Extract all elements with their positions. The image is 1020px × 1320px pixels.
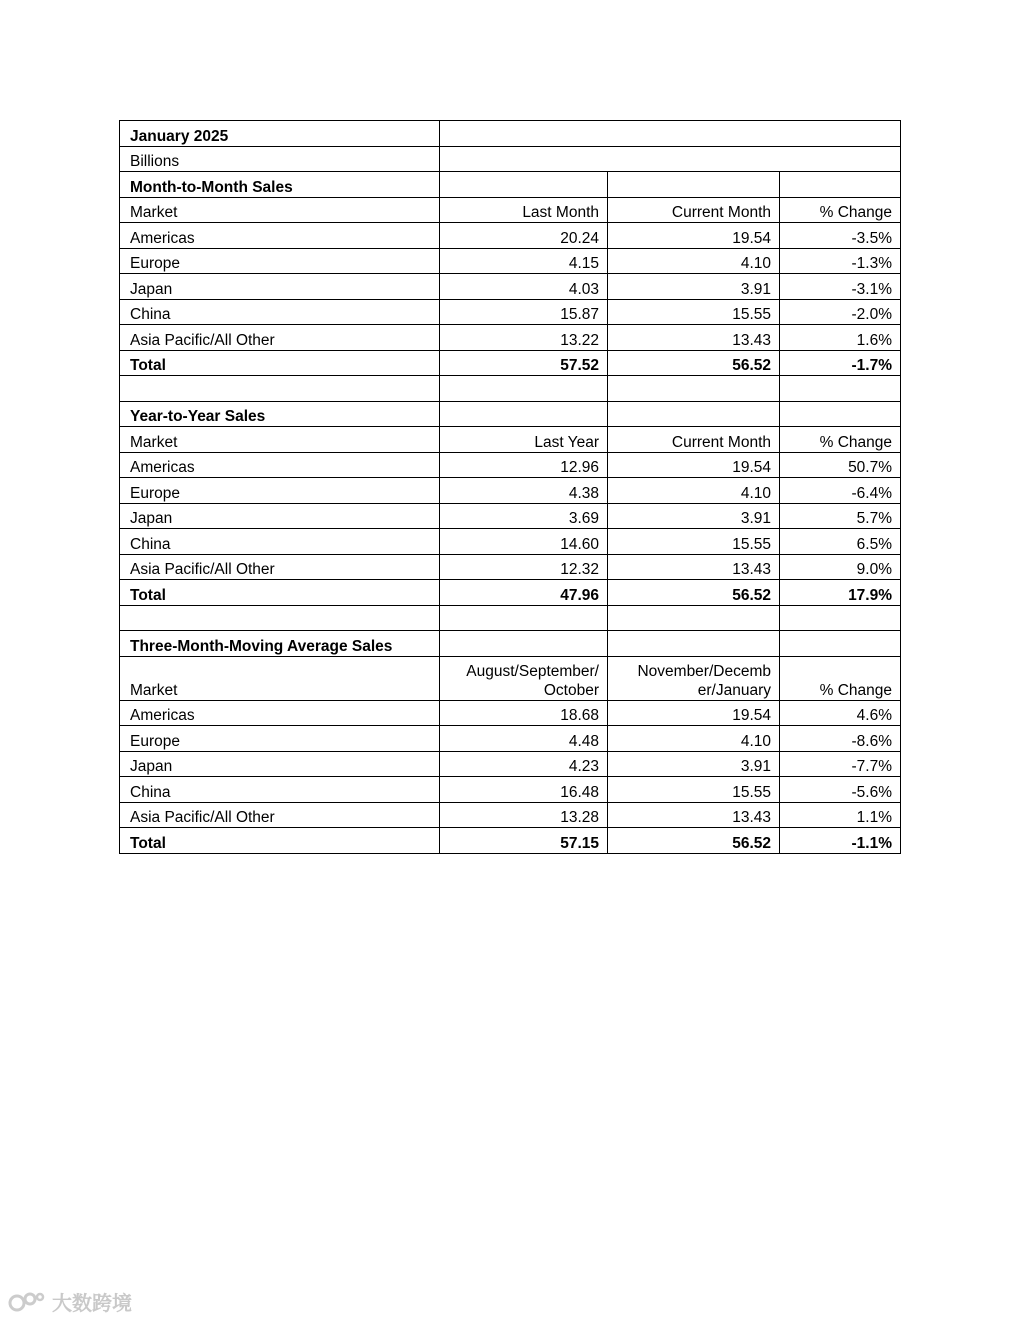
- total-value: 56.52: [608, 350, 780, 376]
- change-cell: 9.0%: [780, 554, 901, 580]
- value-cell: 15.55: [608, 529, 780, 555]
- market-cell: Asia Pacific/All Other: [120, 325, 440, 351]
- market-cell: Japan: [120, 503, 440, 529]
- total-label: Total: [120, 580, 440, 606]
- value-cell: 3.69: [440, 503, 608, 529]
- total-change: -1.1%: [780, 828, 901, 854]
- total-row: [120, 350, 901, 376]
- column-header: Current Month: [608, 427, 780, 453]
- value-cell: 4.48: [440, 726, 608, 752]
- table-row: [120, 248, 901, 274]
- total-value: 56.52: [608, 580, 780, 606]
- section-title-row: [120, 631, 901, 657]
- sales-table: [119, 120, 901, 854]
- value-cell: 18.68: [440, 700, 608, 726]
- market-cell: China: [120, 529, 440, 555]
- value-cell: 4.15: [440, 248, 608, 274]
- change-cell: 5.7%: [780, 503, 901, 529]
- column-header: Last Month: [440, 197, 608, 223]
- change-cell: -1.3%: [780, 248, 901, 274]
- column-header-row: [120, 197, 901, 223]
- total-value: 57.52: [440, 350, 608, 376]
- value-cell: 14.60: [440, 529, 608, 555]
- value-cell: 12.96: [440, 452, 608, 478]
- total-row: [120, 828, 901, 854]
- value-cell: 12.32: [440, 554, 608, 580]
- table-row: [120, 325, 901, 351]
- table-row: [120, 529, 901, 555]
- change-cell: 4.6%: [780, 700, 901, 726]
- value-cell: 13.22: [440, 325, 608, 351]
- value-cell: 3.91: [608, 503, 780, 529]
- market-cell: Europe: [120, 248, 440, 274]
- change-cell: -8.6%: [780, 726, 901, 752]
- spacer-row: [120, 376, 901, 402]
- table-row: [120, 299, 901, 325]
- market-cell: Asia Pacific/All Other: [120, 802, 440, 828]
- value-cell: 15.55: [608, 777, 780, 803]
- column-header-line: November/Decemb: [637, 662, 771, 680]
- value-cell: 20.24: [440, 223, 608, 249]
- column-header-line: August/September/: [466, 662, 599, 680]
- change-cell: 6.5%: [780, 529, 901, 555]
- column-header-row: [120, 656, 901, 700]
- market-cell: Japan: [120, 274, 440, 300]
- column-header-row: [120, 427, 901, 453]
- total-change: 17.9%: [780, 580, 901, 606]
- column-header-line: October: [543, 681, 599, 699]
- total-label: Total: [120, 350, 440, 376]
- value-cell: 4.23: [440, 751, 608, 777]
- section-title-year-to-year: Year-to-Year Sales: [120, 401, 440, 427]
- total-row: [120, 580, 901, 606]
- brand-logo-icon: [8, 1289, 48, 1315]
- change-cell: -5.6%: [780, 777, 901, 803]
- table-row: [120, 700, 901, 726]
- market-cell: Europe: [120, 478, 440, 504]
- value-cell: 3.91: [608, 751, 780, 777]
- market-cell: China: [120, 299, 440, 325]
- unit-label: Billions: [120, 146, 440, 172]
- value-cell: 15.55: [608, 299, 780, 325]
- change-cell: -3.1%: [780, 274, 901, 300]
- table-row: [120, 274, 901, 300]
- value-cell: 4.10: [608, 726, 780, 752]
- watermark-text: 大数跨境: [52, 1291, 132, 1315]
- market-cell: Americas: [120, 700, 440, 726]
- total-value: 57.15: [440, 828, 608, 854]
- value-cell: 13.43: [608, 554, 780, 580]
- total-value: 47.96: [440, 580, 608, 606]
- column-header: Last Year: [440, 427, 608, 453]
- empty-cell: [440, 146, 901, 172]
- unit-row: [120, 146, 901, 172]
- change-cell: -7.7%: [780, 751, 901, 777]
- period-label: January 2025: [120, 121, 440, 147]
- value-cell: 13.28: [440, 802, 608, 828]
- value-cell: 13.43: [608, 802, 780, 828]
- section-title-month-to-month: Month-to-Month Sales: [120, 172, 440, 198]
- column-header-line: er/January: [697, 681, 771, 699]
- table-row: [120, 452, 901, 478]
- market-cell: Americas: [120, 452, 440, 478]
- market-cell: Asia Pacific/All Other: [120, 554, 440, 580]
- table-row: [120, 777, 901, 803]
- total-value: 56.52: [608, 828, 780, 854]
- column-header: Current Month: [608, 197, 780, 223]
- table-row: [120, 802, 901, 828]
- value-cell: 3.91: [608, 274, 780, 300]
- column-header: [440, 656, 608, 700]
- change-cell: -6.4%: [780, 478, 901, 504]
- market-cell: Europe: [120, 726, 440, 752]
- value-cell: 19.54: [608, 223, 780, 249]
- value-cell: 4.10: [608, 248, 780, 274]
- change-cell: 1.1%: [780, 802, 901, 828]
- value-cell: 16.48: [440, 777, 608, 803]
- value-cell: 13.43: [608, 325, 780, 351]
- column-header: Market: [120, 197, 440, 223]
- table-row: [120, 554, 901, 580]
- table-row: [120, 503, 901, 529]
- table-row: [120, 478, 901, 504]
- section-title-row: [120, 401, 901, 427]
- change-cell: -3.5%: [780, 223, 901, 249]
- spacer-row: [120, 605, 901, 631]
- column-header: % Change: [780, 197, 901, 223]
- empty-cell: [440, 121, 901, 147]
- value-cell: 4.03: [440, 274, 608, 300]
- section-title-row: [120, 172, 901, 198]
- table-row: [120, 751, 901, 777]
- value-cell: 15.87: [440, 299, 608, 325]
- section-title-three-month: Three-Month-Moving Average Sales: [120, 631, 440, 657]
- total-label: Total: [120, 828, 440, 854]
- value-cell: 19.54: [608, 700, 780, 726]
- change-cell: 50.7%: [780, 452, 901, 478]
- column-header: Market: [120, 656, 440, 700]
- table-row: [120, 223, 901, 249]
- change-cell: -2.0%: [780, 299, 901, 325]
- total-change: -1.7%: [780, 350, 901, 376]
- market-cell: China: [120, 777, 440, 803]
- column-header: Market: [120, 427, 440, 453]
- column-header: % Change: [780, 427, 901, 453]
- period-row: [120, 121, 901, 147]
- market-cell: Japan: [120, 751, 440, 777]
- table-row: [120, 726, 901, 752]
- watermark: [8, 1287, 132, 1316]
- change-cell: 1.6%: [780, 325, 901, 351]
- value-cell: 19.54: [608, 452, 780, 478]
- market-cell: Americas: [120, 223, 440, 249]
- value-cell: 4.38: [440, 478, 608, 504]
- column-header: % Change: [780, 656, 901, 700]
- value-cell: 4.10: [608, 478, 780, 504]
- column-header: [608, 656, 780, 700]
